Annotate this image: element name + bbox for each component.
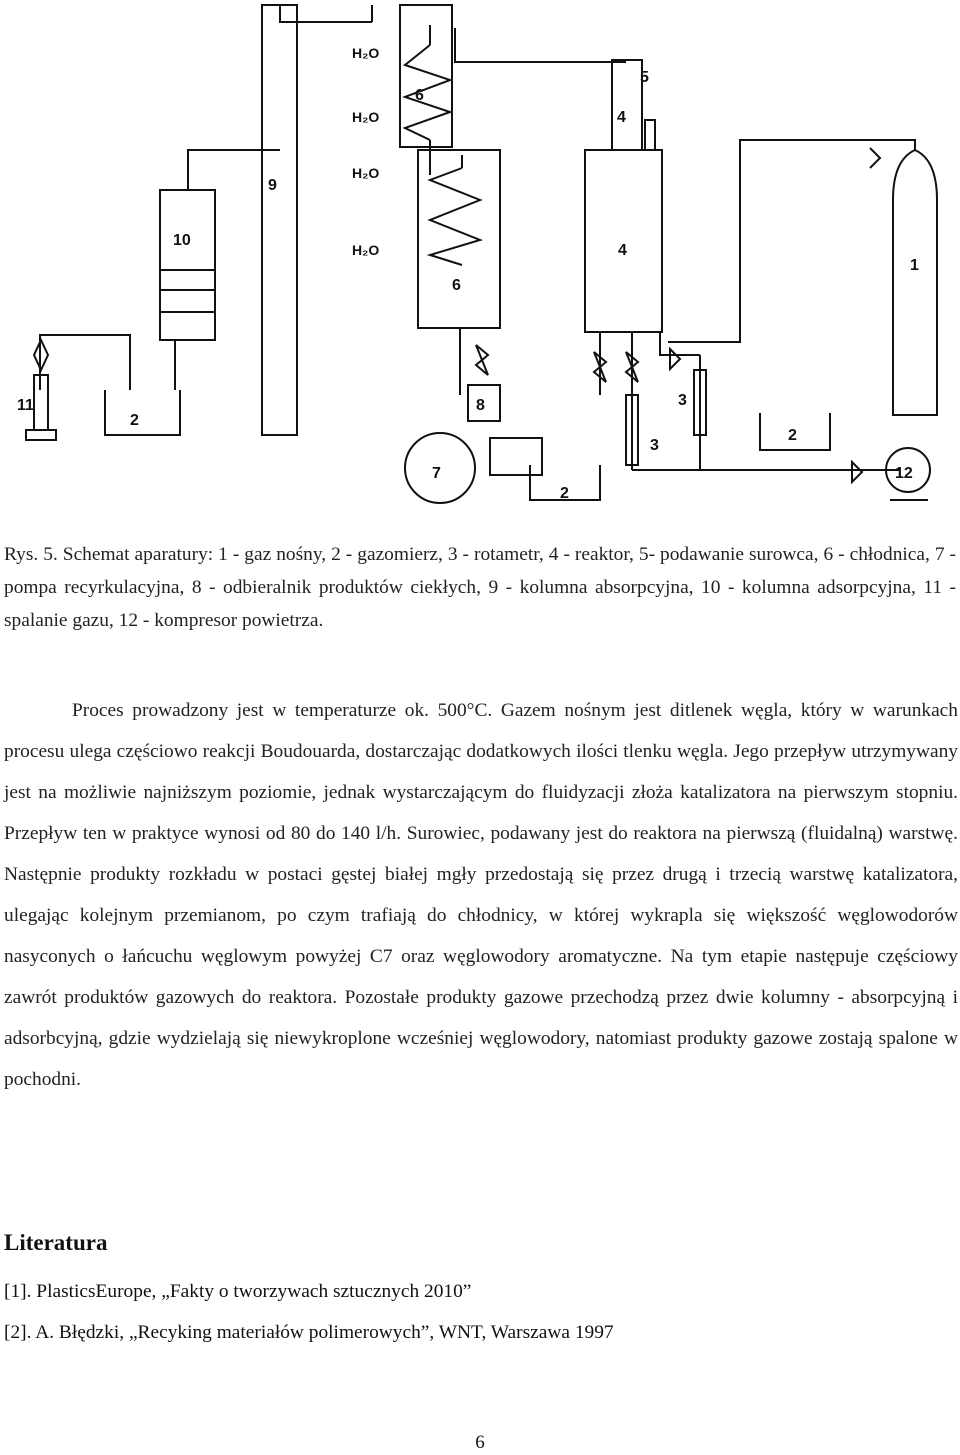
water-label-2: H₂O [352,109,380,125]
feed [645,120,655,150]
apparatus-diagram [0,0,960,530]
water-label-3: H₂O [352,165,380,181]
label-3a: 3 [650,437,659,454]
label-2b: 2 [560,485,569,502]
page-number: 6 [475,1432,485,1453]
label-5: 5 [640,69,649,86]
label-12: 12 [895,465,913,482]
water-label-1: H₂O [352,45,380,61]
reference-1: [1]. PlasticsEurope, „Fakty o tworzywach sztucznych 2010” [4,1281,472,1302]
burner [26,430,56,440]
cooler-top [400,5,452,147]
reactor-top [612,60,642,150]
body-paragraph: Proces prowadzony jest w temperaturze ok. 500°C. Gazem nośnym jest ditlenek węgla, który w warunkach procesu ulega częściowo reakcji Boudouarda, dostarczając dodatkowych ilości tlenku węgla. Jego przepływ utrzymywany jest na możliwie najniższym poziomie, jednak wystarczającym do fluidyzacji złoża katalizatora na pierwszym stopniu. Przepływ ten w praktyce wynosi od 80 do 140 l/h. Surowiec, podawany jest do reaktora na pierwszą (fluidalną) warstwę. Następnie produkty rozkładu w postaci gęstej białej mgły przedostają się przez drugą i trzecią warstwę katalizatora, ulegając kolejnym przemianom, po czym trafiają do chłodnicy, w której wykrapla się większość węglowodorów nasyconych o łańcuchu węglowym powyżej C7 oraz węglowodory aromatyczne. Na tym etapie następuje częściowy zawrót produktów gazowych do reaktora. Pozostałe produkty gazowe przechodzą przez dwie kolumny - absorpcyjną i adsorbcyjną, gdzie wydzielają się niewykroplone wcześniej węglowodory, natomiast produkty gazowe zostają spalone w pochodni. [4,700,958,1090]
literature-heading: Literatura [4,1230,108,1255]
gas-cylinder [893,150,937,415]
label-9: 9 [268,177,277,194]
adsorption-column [160,190,215,340]
label-8: 8 [476,397,485,414]
water-label-4: H₂O [352,242,380,258]
label-7: 7 [432,465,441,482]
reference-2: [2]. A. Błędzki, „Recyking materiałów polimerowych”, WNT, Warszawa 1997 [4,1322,614,1343]
label-6b: 6 [452,277,461,294]
reactor [585,150,662,332]
label-1: 1 [910,257,919,274]
label-10: 10 [173,232,191,249]
label-4a: 4 [617,109,626,126]
absorption-column [262,5,297,435]
label-11: 11 [17,397,34,414]
label-6a: 6 [415,87,424,104]
gas-meter-left [105,390,180,435]
label-4b: 4 [618,242,627,259]
figure-caption: Rys. 5. Schemat aparatury: 1 - gaz nośny, 2 - gazomierz, 3 - rotametr, 4 - reaktor, 5- podawanie surowca, 6 - chłodnica, 7 - pompa recyrkulacyjna, 8 - odbieralnik produktów ciekłych, 9 - kolumna absorpcyjna, 10 - kolumna adsorpcyjna, 11 - spalanie gazu, 12 - kompresor powietrza. [4,544,956,631]
label-2c: 2 [788,427,797,444]
label-2a: 2 [130,412,139,429]
cooler-bottom [418,150,500,328]
label-3b: 3 [678,392,687,409]
